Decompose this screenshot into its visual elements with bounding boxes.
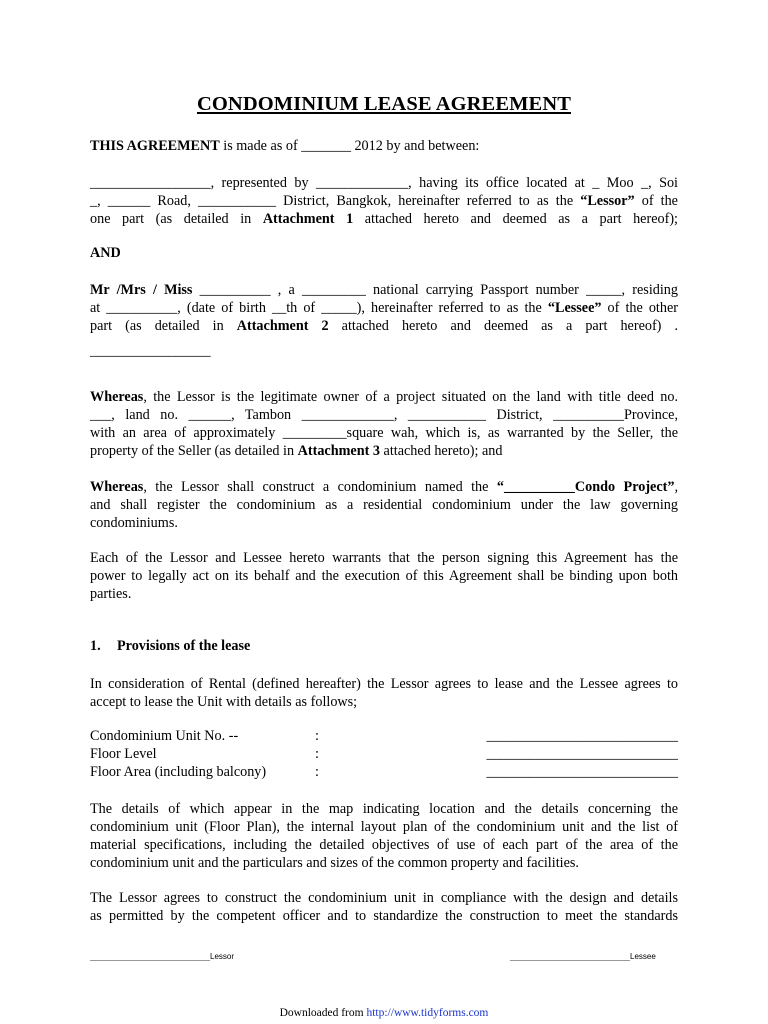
- footer-link[interactable]: http://www.tidyforms.com: [366, 1007, 489, 1019]
- spec-row-floor-level: [90, 746, 678, 764]
- whereas-2-paragraph: [90, 478, 678, 532]
- lessee-line-1: Mr /Mrs / Miss __________ , a _________ national carrying Passport number _____, residing: [90, 282, 678, 298]
- lessee-line-4: _________________: [90, 343, 211, 359]
- spec-blank: ___________________________: [486, 728, 678, 744]
- spec-colon: :: [315, 746, 319, 762]
- warrants-line-3: parties.: [90, 586, 132, 602]
- consideration-paragraph: [90, 675, 678, 711]
- lessor-signature-rule: [90, 951, 210, 961]
- lessee-signature-label: Lessee: [630, 952, 656, 961]
- footer-prefix: Downloaded from: [279, 1007, 367, 1019]
- lessee-paragraph: [90, 281, 678, 360]
- spec-label: Condominium Unit No. --: [90, 728, 239, 744]
- spec-blank: ___________________________: [486, 746, 678, 762]
- spec-label: Floor Level: [90, 746, 157, 762]
- whereas-1-line-2: ___, land no. ______, Tambon _____________, ___________ District, __________Province,: [90, 407, 678, 423]
- intro-bold: THIS AGREEMENT: [90, 138, 220, 154]
- consideration-line-2: accept to lease the Unit with details as follows;: [90, 694, 358, 710]
- whereas-1-line-4: property of the Seller (as detailed in Attachment 3 attached hereto); and: [90, 443, 503, 459]
- spec-colon: :: [315, 728, 319, 744]
- warrants-line-1: Each of the Lessor and Lessee hereto warrants that the person signing this Agreement has the: [90, 550, 678, 566]
- and-heading: AND: [90, 245, 121, 261]
- lessee-signature-rule: [510, 951, 630, 961]
- lessor-paragraph: [90, 174, 678, 228]
- details-line-4: condominium unit and the particulars and sizes of the common property and facilities.: [90, 855, 579, 871]
- download-footer: [0, 1007, 768, 1019]
- lessor-signature-label: Lessor: [210, 952, 235, 961]
- lessor-signature-line: [90, 951, 234, 961]
- lessee-line-3: part (as detailed in Attachment 2 attached hereto and deemed as a part hereof) .: [90, 318, 678, 334]
- lessor-line-3: one part (as detailed in Attachment 1 attached hereto and deemed as a part hereof);: [90, 211, 678, 227]
- construct-paragraph: [90, 889, 678, 925]
- whereas-2-line-3: condominiums.: [90, 515, 178, 531]
- lessor-line-1: _________________, represented by _____________, having its office located at _ Moo _, Soi: [90, 175, 678, 191]
- lessor-line-2: _, ______ Road, ___________ District, Bangkok, hereinafter referred to as the “Lessor” of the: [90, 193, 678, 209]
- whereas-1-paragraph: [90, 388, 678, 460]
- construct-line-1: The Lessor agrees to construct the condominium unit in compliance with the design and details: [90, 890, 678, 906]
- details-line-2: condominium unit (Floor Plan), the internal layout plan of the condominium unit and the list of: [90, 819, 678, 835]
- document-title: CONDOMINIUM LEASE AGREEMENT: [196, 93, 571, 115]
- details-paragraph: [90, 800, 678, 872]
- section-1-heading: [90, 638, 250, 655]
- lessee-line-2: at __________, (date of birth __th of _____), hereinafter referred to as the “Lessee” of the other: [90, 300, 678, 316]
- whereas-1-line-1: Whereas, the Lessor is the legitimate owner of a project situated on the land with title deed no.: [90, 389, 678, 405]
- warrants-line-2: power to legally act on its behalf and the execution of this Agreement shall be binding upon both: [90, 568, 678, 584]
- details-line-1: The details of which appear in the map indicating location and the details concerning the: [90, 801, 678, 817]
- whereas-2-line-2: and shall register the condominium as a residential condominium under the law governing: [90, 497, 678, 513]
- spec-row-floor-area: [90, 764, 678, 782]
- intro-text: is made as of _______ 2012 by and between:: [219, 138, 480, 154]
- consideration-line-1: In consideration of Rental (defined hereafter) the Lessor agrees to lease and the Lessee agrees to: [90, 676, 678, 692]
- warrants-paragraph: [90, 549, 678, 603]
- construct-line-2: as permitted by the competent officer and to standardize the construction to meet the standards: [90, 908, 678, 924]
- section-1-title: Provisions of the lease: [117, 638, 251, 654]
- spec-label: Floor Area (including balcony): [90, 764, 267, 780]
- section-1-number: 1.: [90, 638, 101, 654]
- spec-blank: ___________________________: [486, 764, 678, 780]
- spec-colon: :: [315, 764, 319, 780]
- lessee-signature-line: [510, 951, 656, 961]
- details-line-3: material specifications, including the detailed objectives of use of each part of the area of the: [90, 837, 678, 853]
- whereas-2-line-1: Whereas, the Lessor shall construct a condominium named the “__________Condo Project”,: [90, 479, 679, 495]
- whereas-1-line-3: with an area of approximately _________square wah, which is, as warranted by the Seller, the: [90, 425, 678, 441]
- intro-paragraph: [90, 137, 678, 155]
- spec-row-unit-no: [90, 728, 678, 746]
